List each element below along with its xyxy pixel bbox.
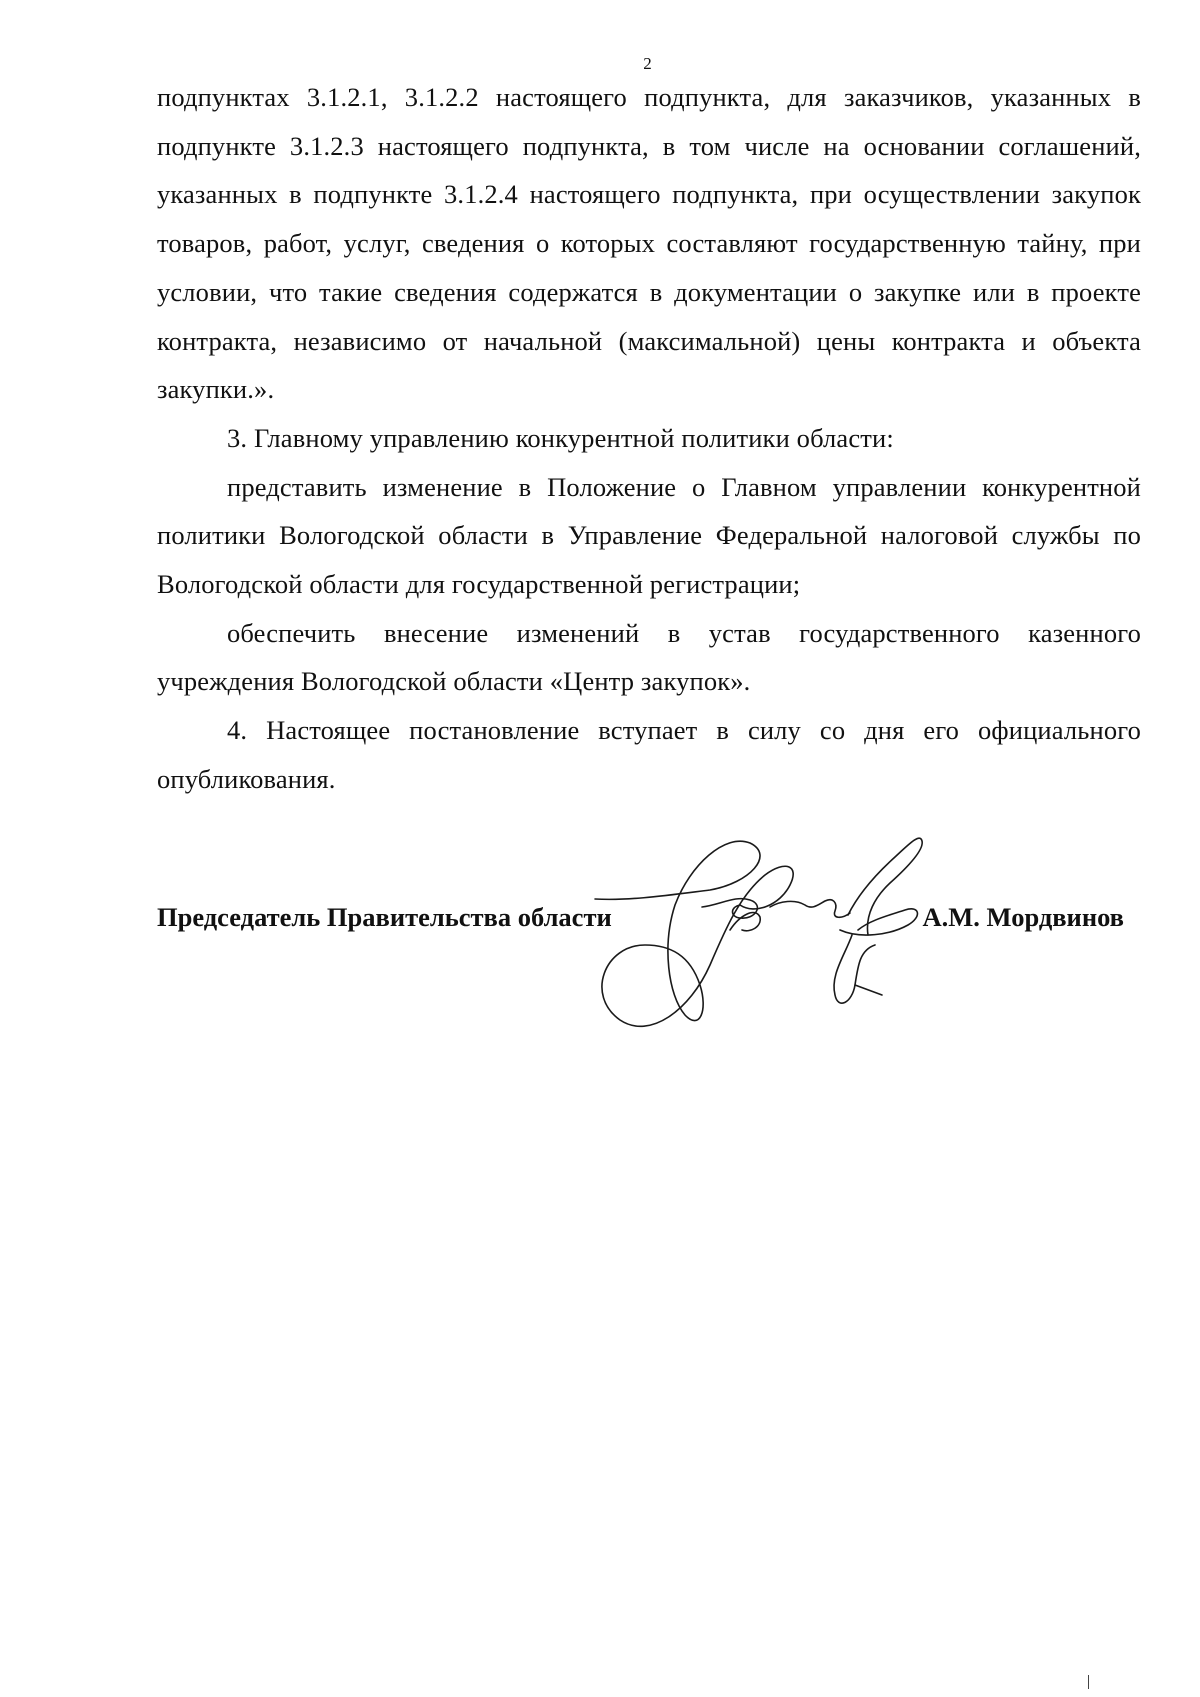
document-body [157,73,1141,804]
scan-edge-mark [1088,1675,1089,1689]
paragraph-continuation: подпунктах 3.1.2.1, 3.1.2.2 настоящего подпункта, для заказчиков, указанных в подпункте 3.1.2.3 настоящего подпункта, в том числе на основании соглашений, указанных в подпункте 3.1.2.4 настоящего подпункта, при осуществлении закупок товаров, работ, услуг, сведения о которых составляют государственную тайну, при условии, что такие сведения содержатся в документации о закупке или в проекте контракта, независимо от начальной (максимальной) цены контракта и объекта закупки.». [157,82,1141,405]
paragraph-item-3-a: представить изменение в Положение о Главном управлении конкурентной политики Вологодской области в Управление Федеральной налоговой службы по Вологодской области для государственной регистрации; [157,471,1141,600]
handwritten-signature [590,835,960,1040]
paragraph-item-3: 3. Главному управлению конкурентной политики области: [227,422,894,453]
paragraph-item-4: 4. Настоящее постановление вступает в силу со дня его официального опубликования. [157,715,1141,794]
paragraph-item-3-b: обеспечить внесение изменений в устав государственного казенного учреждения Вологодской области «Центр закупок». [157,617,1141,697]
signatory-name: А.М. Мордвинов [922,902,1124,932]
page-number: 2 [643,54,652,73]
signatory-title: Председатель Правительства области [157,902,612,932]
